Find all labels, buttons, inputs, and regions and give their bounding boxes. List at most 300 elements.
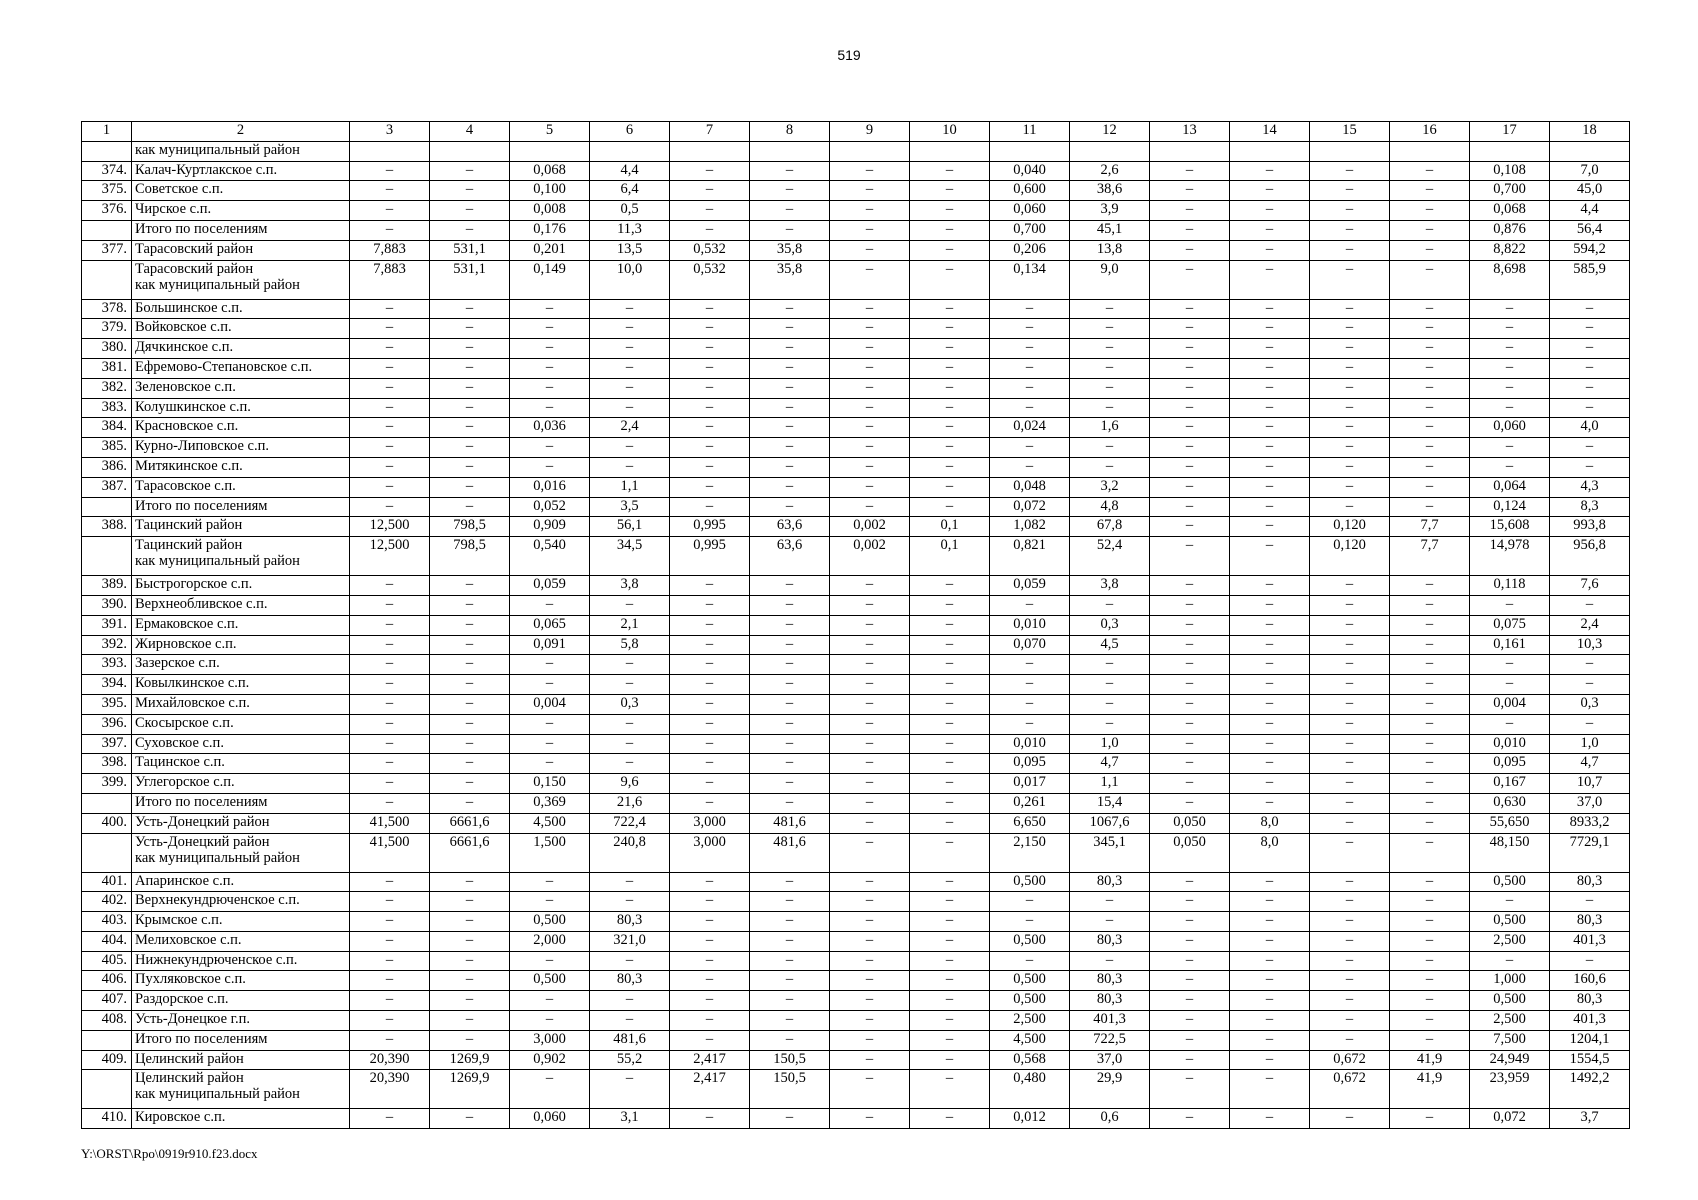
value-cell-col-16: 7,7 <box>1390 517 1470 537</box>
value-cell-col-14: – <box>1230 872 1310 892</box>
row-number <box>82 141 132 161</box>
value-cell-col-10: – <box>910 931 990 951</box>
value-cell-col-15: – <box>1310 576 1390 596</box>
value-cell-col-4: – <box>430 872 510 892</box>
value-cell-col-8: – <box>750 892 830 912</box>
value-cell-col-14: – <box>1230 240 1310 260</box>
value-cell-col-16: – <box>1390 339 1470 359</box>
value-cell-col-18: 7,0 <box>1550 161 1630 181</box>
value-cell-col-11: 0,072 <box>990 497 1070 517</box>
value-cell-col-9: – <box>830 358 910 378</box>
value-cell-col-12: 3,8 <box>1070 576 1150 596</box>
value-cell-col-12: 52,4 <box>1070 537 1150 576</box>
value-cell-col-12: 80,3 <box>1070 872 1150 892</box>
value-cell-col-7: 3,000 <box>670 833 750 872</box>
value-cell-col-17: 0,068 <box>1470 201 1550 221</box>
row-name: Итого по поселениям <box>132 1030 350 1050</box>
value-cell-col-4: – <box>430 734 510 754</box>
value-cell-col-13: – <box>1150 418 1230 438</box>
value-cell-col-3: – <box>350 675 430 695</box>
value-cell-col-12 <box>1070 141 1150 161</box>
value-cell-col-11: 0,500 <box>990 872 1070 892</box>
value-cell-col-17: – <box>1470 655 1550 675</box>
value-cell-col-18: – <box>1550 299 1630 319</box>
table-row <box>82 537 1630 576</box>
value-cell-col-15: 0,120 <box>1310 537 1390 576</box>
value-cell-col-4: – <box>430 438 510 458</box>
value-cell-col-3: – <box>350 912 430 932</box>
value-cell-col-14: – <box>1230 991 1310 1011</box>
value-cell-col-14: – <box>1230 260 1310 299</box>
row-number: 408. <box>82 1011 132 1031</box>
value-cell-col-8: – <box>750 1109 830 1129</box>
value-cell-col-14: – <box>1230 1050 1310 1070</box>
value-cell-col-18: – <box>1550 951 1630 971</box>
column-header-3: 3 <box>350 122 430 142</box>
value-cell-col-10: – <box>910 319 990 339</box>
value-cell-col-14: – <box>1230 793 1310 813</box>
value-cell-col-7: – <box>670 635 750 655</box>
value-cell-col-7: – <box>670 1030 750 1050</box>
value-cell-col-5: 0,036 <box>510 418 590 438</box>
value-cell-col-9: – <box>830 220 910 240</box>
value-cell-col-7: 2,417 <box>670 1070 750 1109</box>
value-cell-col-11: 0,010 <box>990 615 1070 635</box>
value-cell-col-12: 37,0 <box>1070 1050 1150 1070</box>
row-number <box>82 537 132 576</box>
value-cell-col-11: 0,024 <box>990 418 1070 438</box>
value-cell-col-14: – <box>1230 694 1310 714</box>
value-cell-col-7: – <box>670 754 750 774</box>
value-cell-col-3: – <box>350 576 430 596</box>
row-name: Мелиховское с.п. <box>132 931 350 951</box>
row-name: Быстрогорское с.п. <box>132 576 350 596</box>
value-cell-col-5: 0,008 <box>510 201 590 221</box>
value-cell-col-7: 0,532 <box>670 260 750 299</box>
table-row <box>82 912 1630 932</box>
value-cell-col-18: – <box>1550 675 1630 695</box>
value-cell-col-11: 2,150 <box>990 833 1070 872</box>
table-row <box>82 201 1630 221</box>
value-cell-col-16: – <box>1390 655 1470 675</box>
value-cell-col-5 <box>510 141 590 161</box>
value-cell-col-9: – <box>830 339 910 359</box>
value-cell-col-17: 14,978 <box>1470 537 1550 576</box>
value-cell-col-5: – <box>510 358 590 378</box>
value-cell-col-14: – <box>1230 299 1310 319</box>
value-cell-col-9: – <box>830 774 910 794</box>
value-cell-col-6: – <box>590 319 670 339</box>
value-cell-col-10: – <box>910 299 990 319</box>
value-cell-col-10: 0,1 <box>910 537 990 576</box>
value-cell-col-13: – <box>1150 260 1230 299</box>
value-cell-col-14: – <box>1230 1030 1310 1050</box>
value-cell-col-9: – <box>830 694 910 714</box>
value-cell-col-6: 240,8 <box>590 833 670 872</box>
row-name: Целинский район как муниципальный район <box>132 1070 350 1109</box>
value-cell-col-10: – <box>910 1030 990 1050</box>
value-cell-col-9: – <box>830 201 910 221</box>
value-cell-col-6: 321,0 <box>590 931 670 951</box>
row-number: 392. <box>82 635 132 655</box>
value-cell-col-13: – <box>1150 1070 1230 1109</box>
value-cell-col-8: – <box>750 457 830 477</box>
value-cell-col-3: 41,500 <box>350 813 430 833</box>
value-cell-col-9: – <box>830 813 910 833</box>
value-cell-col-8: – <box>750 754 830 774</box>
value-cell-col-15: – <box>1310 754 1390 774</box>
table-row <box>82 358 1630 378</box>
value-cell-col-17: – <box>1470 398 1550 418</box>
value-cell-col-15: – <box>1310 615 1390 635</box>
value-cell-col-18: 8933,2 <box>1550 813 1630 833</box>
table-row <box>82 517 1630 537</box>
value-cell-col-10: – <box>910 635 990 655</box>
value-cell-col-4: – <box>430 378 510 398</box>
value-cell-col-5: 0,016 <box>510 477 590 497</box>
row-number: 398. <box>82 754 132 774</box>
value-cell-col-16: – <box>1390 714 1470 734</box>
value-cell-col-13: – <box>1150 1030 1230 1050</box>
value-cell-col-5: 0,369 <box>510 793 590 813</box>
value-cell-col-13: – <box>1150 655 1230 675</box>
value-cell-col-5: – <box>510 892 590 912</box>
value-cell-col-6: – <box>590 714 670 734</box>
value-cell-col-8: 150,5 <box>750 1050 830 1070</box>
value-cell-col-8: 35,8 <box>750 240 830 260</box>
value-cell-col-15: – <box>1310 201 1390 221</box>
row-name: Тацинский район <box>132 517 350 537</box>
table-row <box>82 477 1630 497</box>
table-row <box>82 1011 1630 1031</box>
value-cell-col-13: – <box>1150 912 1230 932</box>
value-cell-col-8: – <box>750 299 830 319</box>
value-cell-col-10: – <box>910 398 990 418</box>
row-name: Пухляковское с.п. <box>132 971 350 991</box>
value-cell-col-4: – <box>430 1011 510 1031</box>
table-row <box>82 892 1630 912</box>
value-cell-col-13: 0,050 <box>1150 833 1230 872</box>
value-cell-col-6: 21,6 <box>590 793 670 813</box>
value-cell-col-13: – <box>1150 615 1230 635</box>
value-cell-col-6: – <box>590 339 670 359</box>
value-cell-col-17: – <box>1470 951 1550 971</box>
row-name: Итого по поселениям <box>132 497 350 517</box>
value-cell-col-18: 993,8 <box>1550 517 1630 537</box>
value-cell-col-5: – <box>510 714 590 734</box>
row-number: 395. <box>82 694 132 714</box>
value-cell-col-4: – <box>430 220 510 240</box>
value-cell-col-18: 80,3 <box>1550 912 1630 932</box>
table-row <box>82 694 1630 714</box>
value-cell-col-13: – <box>1150 734 1230 754</box>
table-row <box>82 576 1630 596</box>
value-cell-col-18: 4,0 <box>1550 418 1630 438</box>
value-cell-col-11: 0,017 <box>990 774 1070 794</box>
column-header-10: 10 <box>910 122 990 142</box>
value-cell-col-10: – <box>910 675 990 695</box>
row-name: Кировское с.п. <box>132 1109 350 1129</box>
value-cell-col-10: – <box>910 991 990 1011</box>
value-cell-col-3: – <box>350 418 430 438</box>
value-cell-col-17: 1,000 <box>1470 971 1550 991</box>
page-number: 519 <box>837 47 861 63</box>
value-cell-col-8: 35,8 <box>750 260 830 299</box>
value-cell-col-11: – <box>990 912 1070 932</box>
value-cell-col-4: – <box>430 339 510 359</box>
value-cell-col-18: 401,3 <box>1550 1011 1630 1031</box>
value-cell-col-18: 160,6 <box>1550 971 1630 991</box>
value-cell-col-14: – <box>1230 457 1310 477</box>
value-cell-col-15: – <box>1310 774 1390 794</box>
value-cell-col-17: – <box>1470 892 1550 912</box>
value-cell-col-3: 20,390 <box>350 1050 430 1070</box>
value-cell-col-10: – <box>910 813 990 833</box>
value-cell-col-9: – <box>830 299 910 319</box>
value-cell-col-3 <box>350 141 430 161</box>
value-cell-col-8: – <box>750 595 830 615</box>
value-cell-col-6: 2,1 <box>590 615 670 635</box>
value-cell-col-5: 0,909 <box>510 517 590 537</box>
value-cell-col-16: – <box>1390 872 1470 892</box>
value-cell-col-14: – <box>1230 892 1310 912</box>
value-cell-col-14: – <box>1230 931 1310 951</box>
value-cell-col-7: – <box>670 971 750 991</box>
value-cell-col-13: – <box>1150 675 1230 695</box>
value-cell-col-16: – <box>1390 912 1470 932</box>
value-cell-col-8: – <box>750 418 830 438</box>
value-cell-col-17: 0,876 <box>1470 220 1550 240</box>
value-cell-col-8: – <box>750 1011 830 1031</box>
value-cell-col-9: – <box>830 931 910 951</box>
value-cell-col-16: – <box>1390 201 1470 221</box>
value-cell-col-5: 0,201 <box>510 240 590 260</box>
value-cell-col-5: 0,004 <box>510 694 590 714</box>
value-cell-col-15: – <box>1310 1109 1390 1129</box>
value-cell-col-5: – <box>510 457 590 477</box>
value-cell-col-10: – <box>910 734 990 754</box>
value-cell-col-11 <box>990 141 1070 161</box>
value-cell-col-10: – <box>910 774 990 794</box>
value-cell-col-15: – <box>1310 813 1390 833</box>
value-cell-col-5: 0,060 <box>510 1109 590 1129</box>
value-cell-col-6: – <box>590 457 670 477</box>
value-cell-col-6: 3,5 <box>590 497 670 517</box>
value-cell-col-3: 20,390 <box>350 1070 430 1109</box>
value-cell-col-13: – <box>1150 1109 1230 1129</box>
value-cell-col-15: – <box>1310 418 1390 438</box>
row-number: 390. <box>82 595 132 615</box>
value-cell-col-18: 594,2 <box>1550 240 1630 260</box>
value-cell-col-3: – <box>350 220 430 240</box>
value-cell-col-7: – <box>670 714 750 734</box>
value-cell-col-7: – <box>670 872 750 892</box>
value-cell-col-9: – <box>830 892 910 912</box>
value-cell-col-14: – <box>1230 358 1310 378</box>
value-cell-col-15: 0,672 <box>1310 1050 1390 1070</box>
value-cell-col-7: – <box>670 912 750 932</box>
value-cell-col-11: 0,500 <box>990 931 1070 951</box>
value-cell-col-18: 1492,2 <box>1550 1070 1630 1109</box>
value-cell-col-7: – <box>670 418 750 438</box>
value-cell-col-9: – <box>830 1109 910 1129</box>
value-cell-col-12: 67,8 <box>1070 517 1150 537</box>
row-number: 389. <box>82 576 132 596</box>
table-row <box>82 438 1630 458</box>
row-number: 384. <box>82 418 132 438</box>
value-cell-col-12: 401,3 <box>1070 1011 1150 1031</box>
value-cell-col-7: – <box>670 319 750 339</box>
value-cell-col-5: – <box>510 991 590 1011</box>
value-cell-col-6: 3,8 <box>590 576 670 596</box>
value-cell-col-18: 401,3 <box>1550 931 1630 951</box>
row-name: Ермаковское с.п. <box>132 615 350 635</box>
value-cell-col-11: 0,070 <box>990 635 1070 655</box>
value-cell-col-4: – <box>430 181 510 201</box>
value-cell-col-18: – <box>1550 319 1630 339</box>
value-cell-col-16: – <box>1390 793 1470 813</box>
value-cell-col-3: – <box>350 378 430 398</box>
value-cell-col-3: 7,883 <box>350 260 430 299</box>
row-name: Скосырское с.п. <box>132 714 350 734</box>
value-cell-col-5: – <box>510 319 590 339</box>
table-row <box>82 754 1630 774</box>
value-cell-col-7: – <box>670 615 750 635</box>
column-header-1: 1 <box>82 122 132 142</box>
value-cell-col-13: – <box>1150 793 1230 813</box>
value-cell-col-10: – <box>910 457 990 477</box>
value-cell-col-15: – <box>1310 358 1390 378</box>
value-cell-col-6: – <box>590 991 670 1011</box>
value-cell-col-12: – <box>1070 912 1150 932</box>
value-cell-col-3: – <box>350 201 430 221</box>
value-cell-col-7: – <box>670 1109 750 1129</box>
value-cell-col-17: – <box>1470 299 1550 319</box>
value-cell-col-16: – <box>1390 675 1470 695</box>
value-cell-col-8: 481,6 <box>750 813 830 833</box>
table-row <box>82 971 1630 991</box>
value-cell-col-13: – <box>1150 971 1230 991</box>
row-number: 382. <box>82 378 132 398</box>
value-cell-col-16: – <box>1390 615 1470 635</box>
value-cell-col-5: 4,500 <box>510 813 590 833</box>
value-cell-col-8: – <box>750 714 830 734</box>
value-cell-col-3: – <box>350 951 430 971</box>
value-cell-col-11: 0,134 <box>990 260 1070 299</box>
row-name: Ковылкинское с.п. <box>132 675 350 695</box>
value-cell-col-7: – <box>670 892 750 912</box>
column-header-16: 16 <box>1390 122 1470 142</box>
value-cell-col-4: – <box>430 457 510 477</box>
row-name: Тарасовский район <box>132 240 350 260</box>
value-cell-col-5: – <box>510 655 590 675</box>
value-cell-col-4: – <box>430 774 510 794</box>
table-row <box>82 635 1630 655</box>
value-cell-col-4: – <box>430 418 510 438</box>
value-cell-col-6: 0,5 <box>590 201 670 221</box>
value-cell-col-18: – <box>1550 892 1630 912</box>
row-name: Красновское с.п. <box>132 418 350 438</box>
value-cell-col-11: – <box>990 438 1070 458</box>
value-cell-col-18: 4,7 <box>1550 754 1630 774</box>
value-cell-col-9: – <box>830 635 910 655</box>
value-cell-col-18: 45,0 <box>1550 181 1630 201</box>
column-header-9: 9 <box>830 122 910 142</box>
value-cell-col-15: – <box>1310 438 1390 458</box>
value-cell-col-14: – <box>1230 517 1310 537</box>
row-name: Итого по поселениям <box>132 220 350 240</box>
value-cell-col-3: – <box>350 971 430 991</box>
value-cell-col-9: – <box>830 951 910 971</box>
table-row <box>82 1070 1630 1109</box>
value-cell-col-8: 63,6 <box>750 537 830 576</box>
value-cell-col-14: – <box>1230 714 1310 734</box>
value-cell-col-6: 1,1 <box>590 477 670 497</box>
row-number: 380. <box>82 339 132 359</box>
value-cell-col-18: 4,4 <box>1550 201 1630 221</box>
value-cell-col-10: – <box>910 418 990 438</box>
value-cell-col-16: 41,9 <box>1390 1050 1470 1070</box>
row-number: 410. <box>82 1109 132 1129</box>
value-cell-col-9: – <box>830 595 910 615</box>
value-cell-col-11: 0,500 <box>990 991 1070 1011</box>
value-cell-col-12: 4,5 <box>1070 635 1150 655</box>
value-cell-col-11: 0,048 <box>990 477 1070 497</box>
value-cell-col-4: – <box>430 912 510 932</box>
value-cell-col-15: – <box>1310 931 1390 951</box>
value-cell-col-11: 0,059 <box>990 576 1070 596</box>
value-cell-col-15: – <box>1310 734 1390 754</box>
value-cell-col-18: – <box>1550 358 1630 378</box>
value-cell-col-4: 531,1 <box>430 260 510 299</box>
value-cell-col-12: 0,3 <box>1070 615 1150 635</box>
table-row <box>82 872 1630 892</box>
column-header-7: 7 <box>670 122 750 142</box>
value-cell-col-7: – <box>670 655 750 675</box>
value-cell-col-14: – <box>1230 635 1310 655</box>
value-cell-col-4: – <box>430 1030 510 1050</box>
value-cell-col-14: – <box>1230 774 1310 794</box>
value-cell-col-8: – <box>750 635 830 655</box>
value-cell-col-12: – <box>1070 892 1150 912</box>
value-cell-col-10: – <box>910 1011 990 1031</box>
value-cell-col-6: 4,4 <box>590 161 670 181</box>
value-cell-col-5: 0,091 <box>510 635 590 655</box>
value-cell-col-5: 0,052 <box>510 497 590 517</box>
value-cell-col-11: 2,500 <box>990 1011 1070 1031</box>
value-cell-col-17: 7,500 <box>1470 1030 1550 1050</box>
row-name: Чирское с.п. <box>132 201 350 221</box>
value-cell-col-17: – <box>1470 438 1550 458</box>
row-name: Дячкинское с.п. <box>132 339 350 359</box>
value-cell-col-18: 4,3 <box>1550 477 1630 497</box>
row-number: 375. <box>82 181 132 201</box>
row-name: Тарасовский район как муниципальный район <box>132 260 350 299</box>
value-cell-col-16: – <box>1390 260 1470 299</box>
value-cell-col-8: – <box>750 694 830 714</box>
value-cell-col-6: 11,3 <box>590 220 670 240</box>
value-cell-col-15: – <box>1310 872 1390 892</box>
value-cell-col-12: 1,6 <box>1070 418 1150 438</box>
value-cell-col-3: – <box>350 595 430 615</box>
value-cell-col-17: 2,500 <box>1470 1011 1550 1031</box>
value-cell-col-15: – <box>1310 655 1390 675</box>
column-header-8: 8 <box>750 122 830 142</box>
row-number: 400. <box>82 813 132 833</box>
row-number: 385. <box>82 438 132 458</box>
value-cell-col-6: – <box>590 398 670 418</box>
value-cell-col-8: – <box>750 675 830 695</box>
